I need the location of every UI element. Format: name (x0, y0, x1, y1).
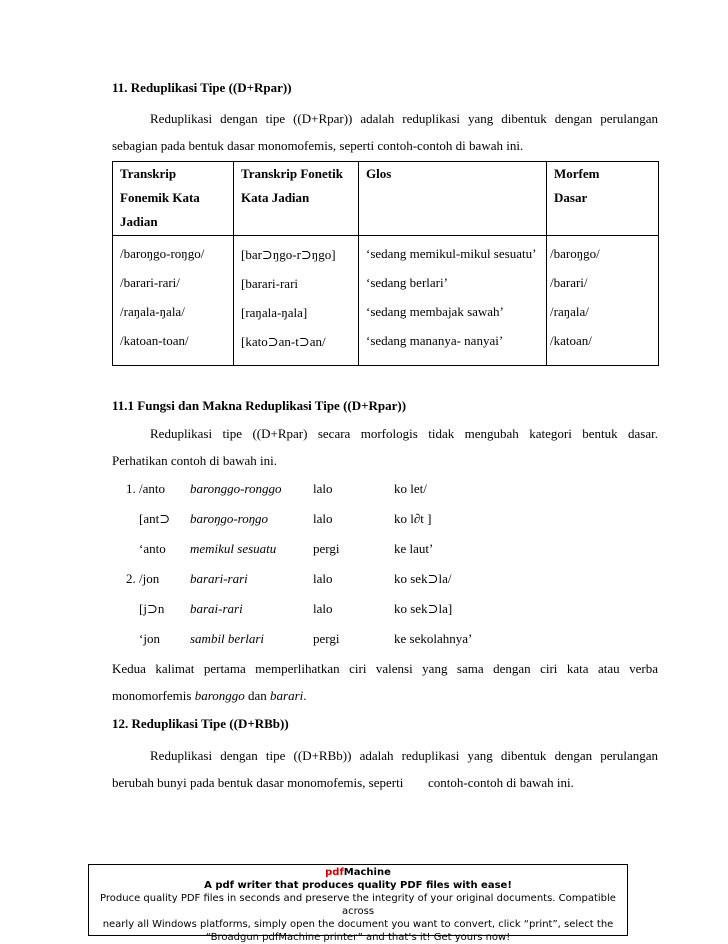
example-gloss: barari-rari (190, 571, 248, 586)
section-11-heading: 11. Reduplikasi Tipe ((D+Rpar)) (112, 80, 292, 95)
footer-line: nearly all Windows platforms, simply open the document you want to convert, click “print”, select the (102, 919, 614, 930)
example-word: [j⊃n (139, 601, 165, 616)
pdfmachine-logo (89, 865, 627, 879)
table-cell (547, 236, 659, 366)
cell-text: [kato⊃an-t⊃an/ (241, 334, 326, 349)
example-word: pergi (313, 631, 340, 646)
footer-line: Produce quality PDF files in seconds and preserve the integrity of your original documents. Compatible across (100, 893, 616, 917)
cell-text: ‘sedang berlari’ (366, 275, 448, 290)
example-word: ko sek⊃la] (394, 601, 453, 616)
section-12-heading: 12. Reduplikasi Tipe ((D+RBb)) (112, 716, 289, 731)
example-word: ke sekolahnya’ (394, 631, 473, 646)
table-header-text: Kata Jadian (241, 190, 310, 205)
conclusion-line-1: Kedua kalimat pertama memperlihatkan ciri valensi yang sama dengan ciri kata atau verba (112, 661, 658, 676)
section-11-paragraph-line-1: Reduplikasi dengan tipe ((D+Rpar)) adalah reduplikasi yang dibentuk dengan perulangan (150, 111, 658, 126)
example-gloss: baronggo-ronggo (190, 481, 282, 496)
cell-text: /raŋala/ (550, 304, 589, 319)
conclusion-line-2 (112, 688, 658, 704)
table-header-text: Glos (366, 166, 392, 181)
cell-text: [raŋala-ŋala] (241, 305, 308, 320)
table-header-cell (547, 162, 659, 236)
conclusion-text: monomorfemis (112, 688, 195, 703)
brand-pdf: pdf (325, 867, 344, 878)
footer-line: “Broadgun pdfMachine printer” and that’s it! Get yours now! (205, 932, 511, 943)
example-gloss: barai-rari (190, 601, 243, 616)
example-word: lalo (313, 571, 333, 586)
example-gloss: baroŋgo-roŋgo (190, 511, 269, 526)
table-header-text: Transkrip (120, 166, 177, 181)
example-word: lalo (313, 511, 333, 526)
cell-text: /katoan/ (550, 333, 592, 348)
example-word: lalo (313, 481, 333, 496)
example-word: 1. /anto (126, 481, 165, 496)
example-word: pergi (313, 541, 340, 556)
cell-text: /raŋala-ŋala/ (120, 304, 185, 319)
section-11-1-paragraph-line-1: Reduplikasi tipe ((D+Rpar) secara morfologis tidak mengubah kategori bentuk dasar. (150, 426, 658, 441)
cell-text: /katoan-toan/ (120, 333, 189, 348)
section-11-1-heading: 11.1 Fungsi dan Makna Reduplikasi Tipe ((D+Rpar)) (112, 398, 407, 413)
example-word: ‘anto (139, 541, 166, 556)
section-12-paragraph-line-1: Reduplikasi dengan tipe ((D+RBb)) adalah reduplikasi yang dibentuk dengan perulangan (150, 748, 658, 763)
table-row (113, 236, 659, 366)
example-word: 2. /jon (126, 571, 160, 586)
table-header-text: Transkrip Fonetik (241, 166, 343, 181)
table-header-cell (113, 162, 234, 236)
cell-text: [barari-rari (241, 276, 299, 291)
section-12-paragraph-line-2b: contoh-contoh di bawah ini. (428, 775, 574, 790)
table-cell (234, 236, 359, 366)
table-header-text: Morfem (554, 166, 600, 181)
table-header-text: Dasar (554, 190, 588, 205)
conclusion-term: baronggo (194, 688, 245, 703)
pdfmachine-footer (88, 864, 628, 943)
section-11-paragraph-line-2: sebagian pada bentuk dasar monomofemis, seperti contoh-contoh di bawah ini. (112, 138, 524, 153)
table-header-text: Jadian (120, 214, 158, 229)
example-gloss: sambil berlari (190, 631, 265, 646)
example-word: ‘jon (139, 631, 160, 646)
section-11-1-paragraph-line-2: Perhatikan contoh di bawah ini. (112, 453, 277, 468)
morpheme-table (112, 161, 659, 366)
table-header-cell (234, 162, 359, 236)
example-word: ko sek⊃la/ (394, 571, 452, 586)
table-cell (113, 236, 234, 366)
cell-text: ‘sedang mananya- nanyai’ (366, 333, 504, 348)
conclusion-term: barari (270, 688, 304, 703)
cell-text: ‘sedang memikul-mikul sesuatu’ (366, 246, 537, 261)
cell-text: /barari-rari/ (120, 275, 180, 290)
table-header-cell (359, 162, 547, 236)
cell-text: [bar⊃ŋgo-r⊃ŋgo] (241, 247, 336, 262)
table-header-text: Fonemik Kata (120, 190, 200, 205)
example-word: lalo (313, 601, 333, 616)
example-gloss: memikul sesuatu (190, 541, 277, 556)
section-12-paragraph-line-2a: berubah bunyi pada bentuk dasar monomofemis, seperti (112, 775, 404, 790)
table-cell (359, 236, 547, 366)
example-word: [ant⊃ (139, 511, 171, 526)
example-word: ke laut’ (394, 541, 434, 556)
cell-text: /barari/ (550, 275, 588, 290)
footer-tagline: A pdf writer that produces quality PDF files with ease! (204, 880, 512, 891)
conclusion-text: . (303, 688, 307, 703)
brand-machine: Machine (343, 867, 391, 878)
conclusion-text: dan (244, 688, 271, 703)
example-word: ko let/ (394, 481, 427, 496)
cell-text: /baroŋgo-roŋgo/ (120, 246, 205, 261)
example-word: ko l∂t ] (394, 511, 432, 526)
cell-text: /baroŋgo/ (550, 246, 600, 261)
table-header-row (113, 162, 659, 236)
cell-text: ‘sedang membajak sawah’ (366, 304, 504, 319)
